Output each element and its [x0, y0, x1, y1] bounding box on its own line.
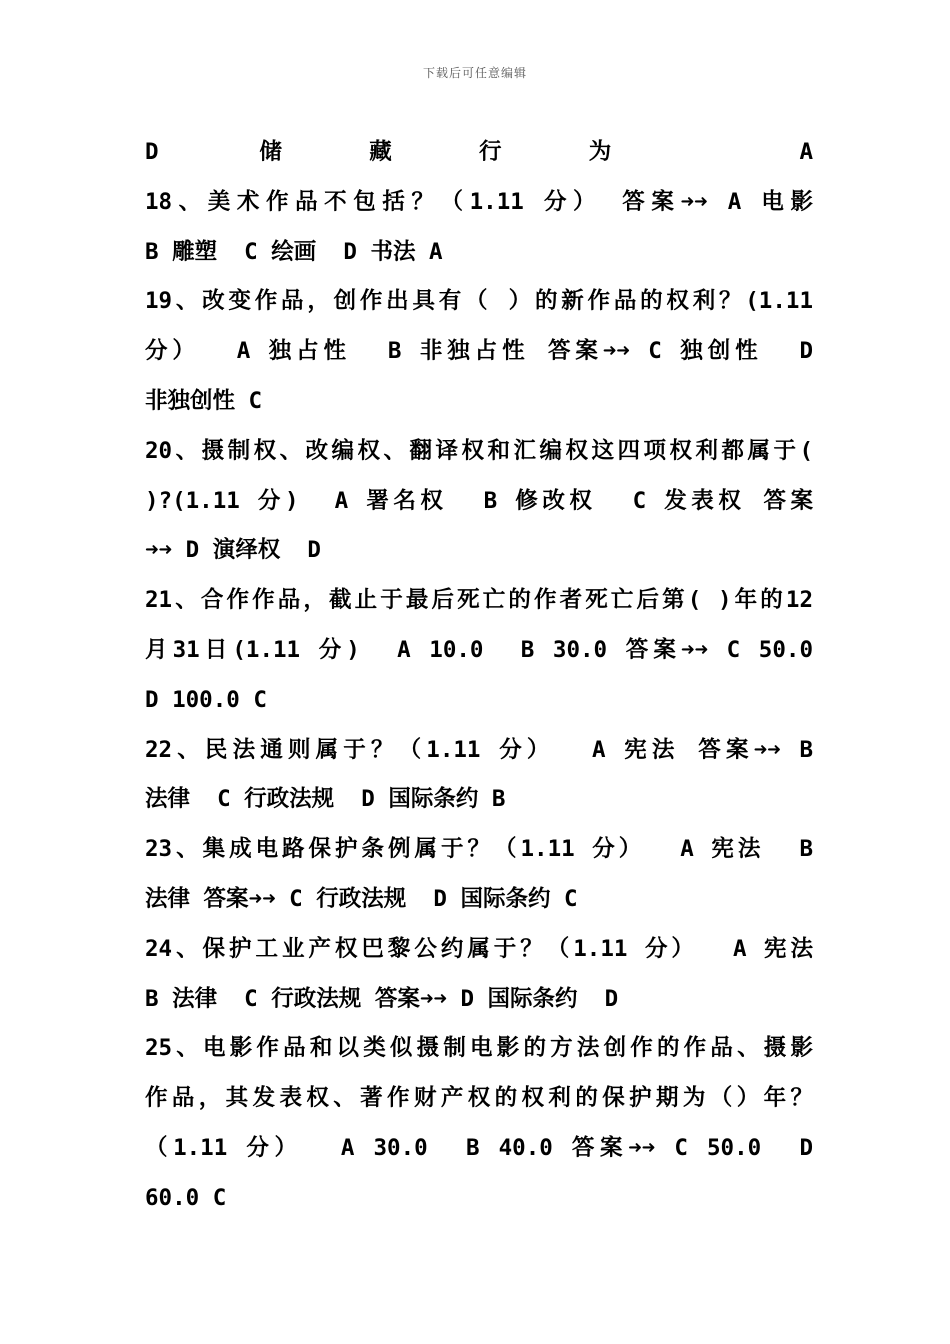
text-line: B 雕塑 C 绘画 D 书法 A — [145, 238, 443, 265]
text-line: 24、保护工业产权巴黎公约属于？（1.11 分） A 宪法 — [145, 935, 813, 962]
text-line: 21、合作作品，截止于最后死亡的作者死亡后第( )年的12 — [145, 587, 813, 614]
text-line: 18、美术作品不包括？（1.11 分） 答案➜➜ A 电影 — [145, 188, 813, 215]
text-line: 25、电影作品和以类似摄制电影的方法创作的作品、摄影 — [145, 1035, 813, 1062]
text-line: 22、民法通则属于？（1.11 分） A 宪法 答案➜➜ B — [145, 736, 813, 763]
text-line: 19、改变作品，创作出具有（ ）的新作品的权利？(1.11 — [145, 288, 813, 315]
text-line: （1.11 分） A 30.0 B 40.0 答案➜➜ C 50.0 D — [145, 1134, 813, 1161]
text-line: B 法律 C 行政法规 答案➜➜ D 国际条约 D — [145, 985, 619, 1012]
text-line: 60.0 C — [145, 1184, 227, 1211]
text-line: D 储藏行为 A — [145, 139, 813, 165]
text-line: 作品，其发表权、著作财产权的权利的保护期为（）年？ — [145, 1085, 813, 1112]
text-line: 20、摄制权、改编权、翻译权和汇编权这四项权利都属于( — [145, 437, 813, 464]
text-line: )?(1.11 分) A 署名权 B 修改权 C 发表权 答案 — [145, 487, 813, 514]
text-line: 法律 C 行政法规 D 国际条约 B — [145, 786, 506, 813]
text-line: 分） A 独占性 B 非独占性 答案➜➜ C 独创性 D — [145, 338, 813, 365]
text-line: D 100.0 C — [145, 686, 267, 713]
text-line: 非独创性 C — [145, 387, 263, 414]
text-line: 法律 答案➜➜ C 行政法规 D 国际条约 C — [145, 885, 578, 912]
page-header: 下载后可任意编辑 — [422, 66, 527, 80]
text-line: 23、集成电路保护条例属于？（1.11 分） A 宪法 B — [145, 836, 813, 863]
text-line: 月31日(1.11 分) A 10.0 B 30.0 答案➜➜ C 50.0 — [145, 636, 813, 663]
text-line: ➜➜ D 演绎权 D — [145, 537, 321, 564]
document-body — [145, 128, 813, 1224]
